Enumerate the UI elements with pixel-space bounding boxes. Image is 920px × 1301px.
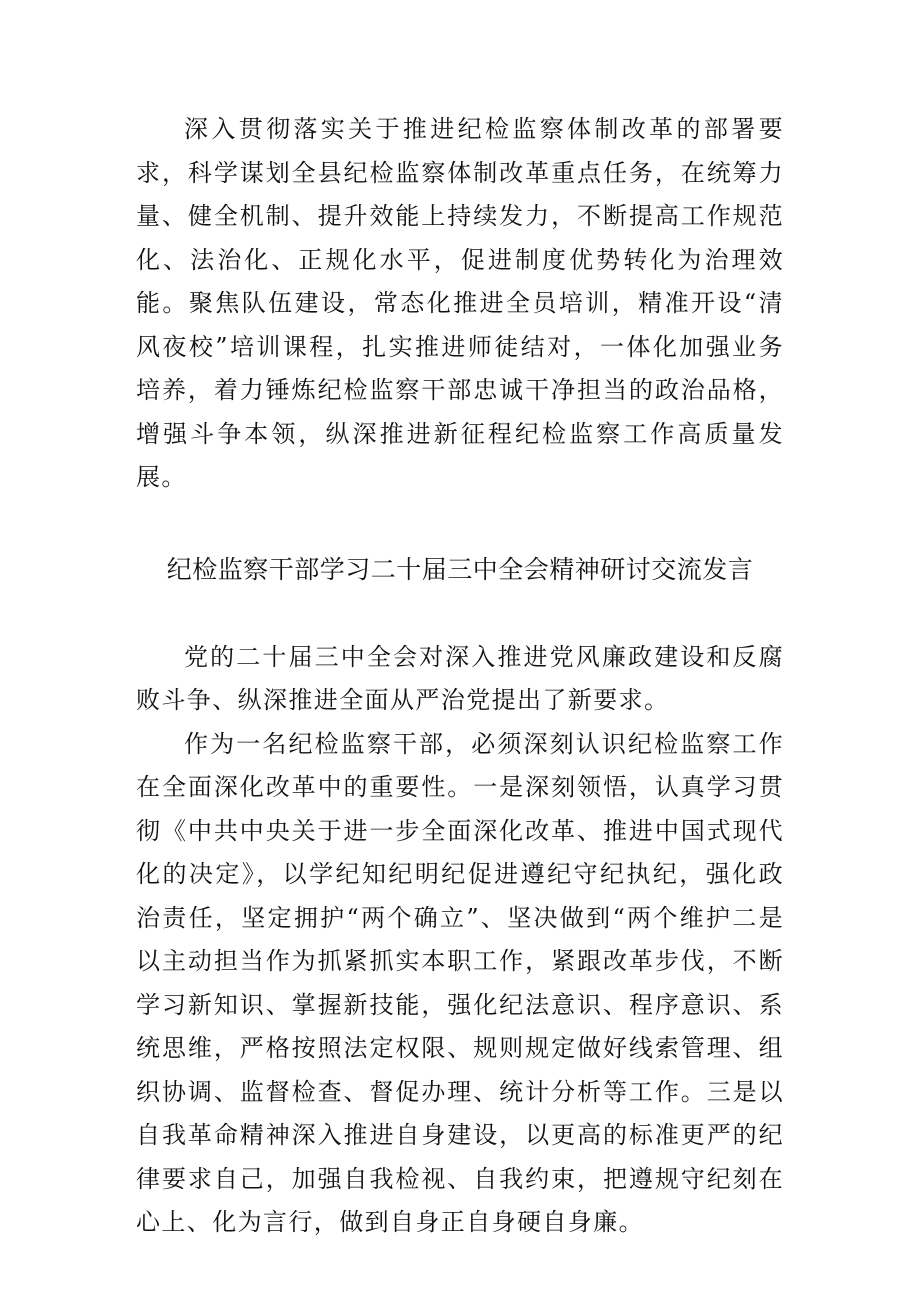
section-title: 纪检监察干部学习二十届三中全会精神研讨交流发言: [166, 554, 754, 584]
intro-paragraph: 深入贯彻落实关于推进纪检监察体制改革的部署要求，科学谋划全县纪检监察体制改革重点任务，在统筹力量、健全机制、提升效能上持续发力，不断提高工作规范化、法治化、正规化水平，促进制度优势转化为治理效能。聚焦队伍建设，常态化推进全员培训，精准开设“清风夜校”培训课程，扎实推进师徒结对，一体化加强业务培养，着力锤炼纪检监察干部忠诚干净担当的政治品格，增强斗争本领，纵深推进新征程纪检监察工作高质量发展。: [136, 115, 784, 491]
body-paragraph-1: 党的二十届三中全会对深入推进党风廉政建设和反腐败斗争、纵深推进全面从严治党提出了新要求。: [136, 642, 784, 714]
body-paragraph-2: 作为一名纪检监察干部，必须深刻认识纪检监察工作在全面深化改革中的重要性。一是深刻领悟，认真学习贯彻《中共中央关于进一步全面深化改革、推进中国式现代化的决定》，以学纪知纪明纪促进遵纪守纪执纪，强化政治责任，坚定拥护“两个确立”、坚决做到“两个维护二是以主动担当作为抓紧抓实本职工作，紧跟改革步伐，不断学习新知识、掌握新技能，强化纪法意识、程序意识、系统思维，严格按照法定权限、规则规定做好线索管理、组织协调、监督检查、督促办理、统计分析等工作。三是以自我革命精神深入推进自身建设，以更高的标准更严的纪律要求自己，加强自我检视、自我约束，把遵规守纪刻在心上、化为言行，做到自身正自身硬自身廉。: [136, 729, 784, 1236]
document-page: [136, 108, 784, 1245]
